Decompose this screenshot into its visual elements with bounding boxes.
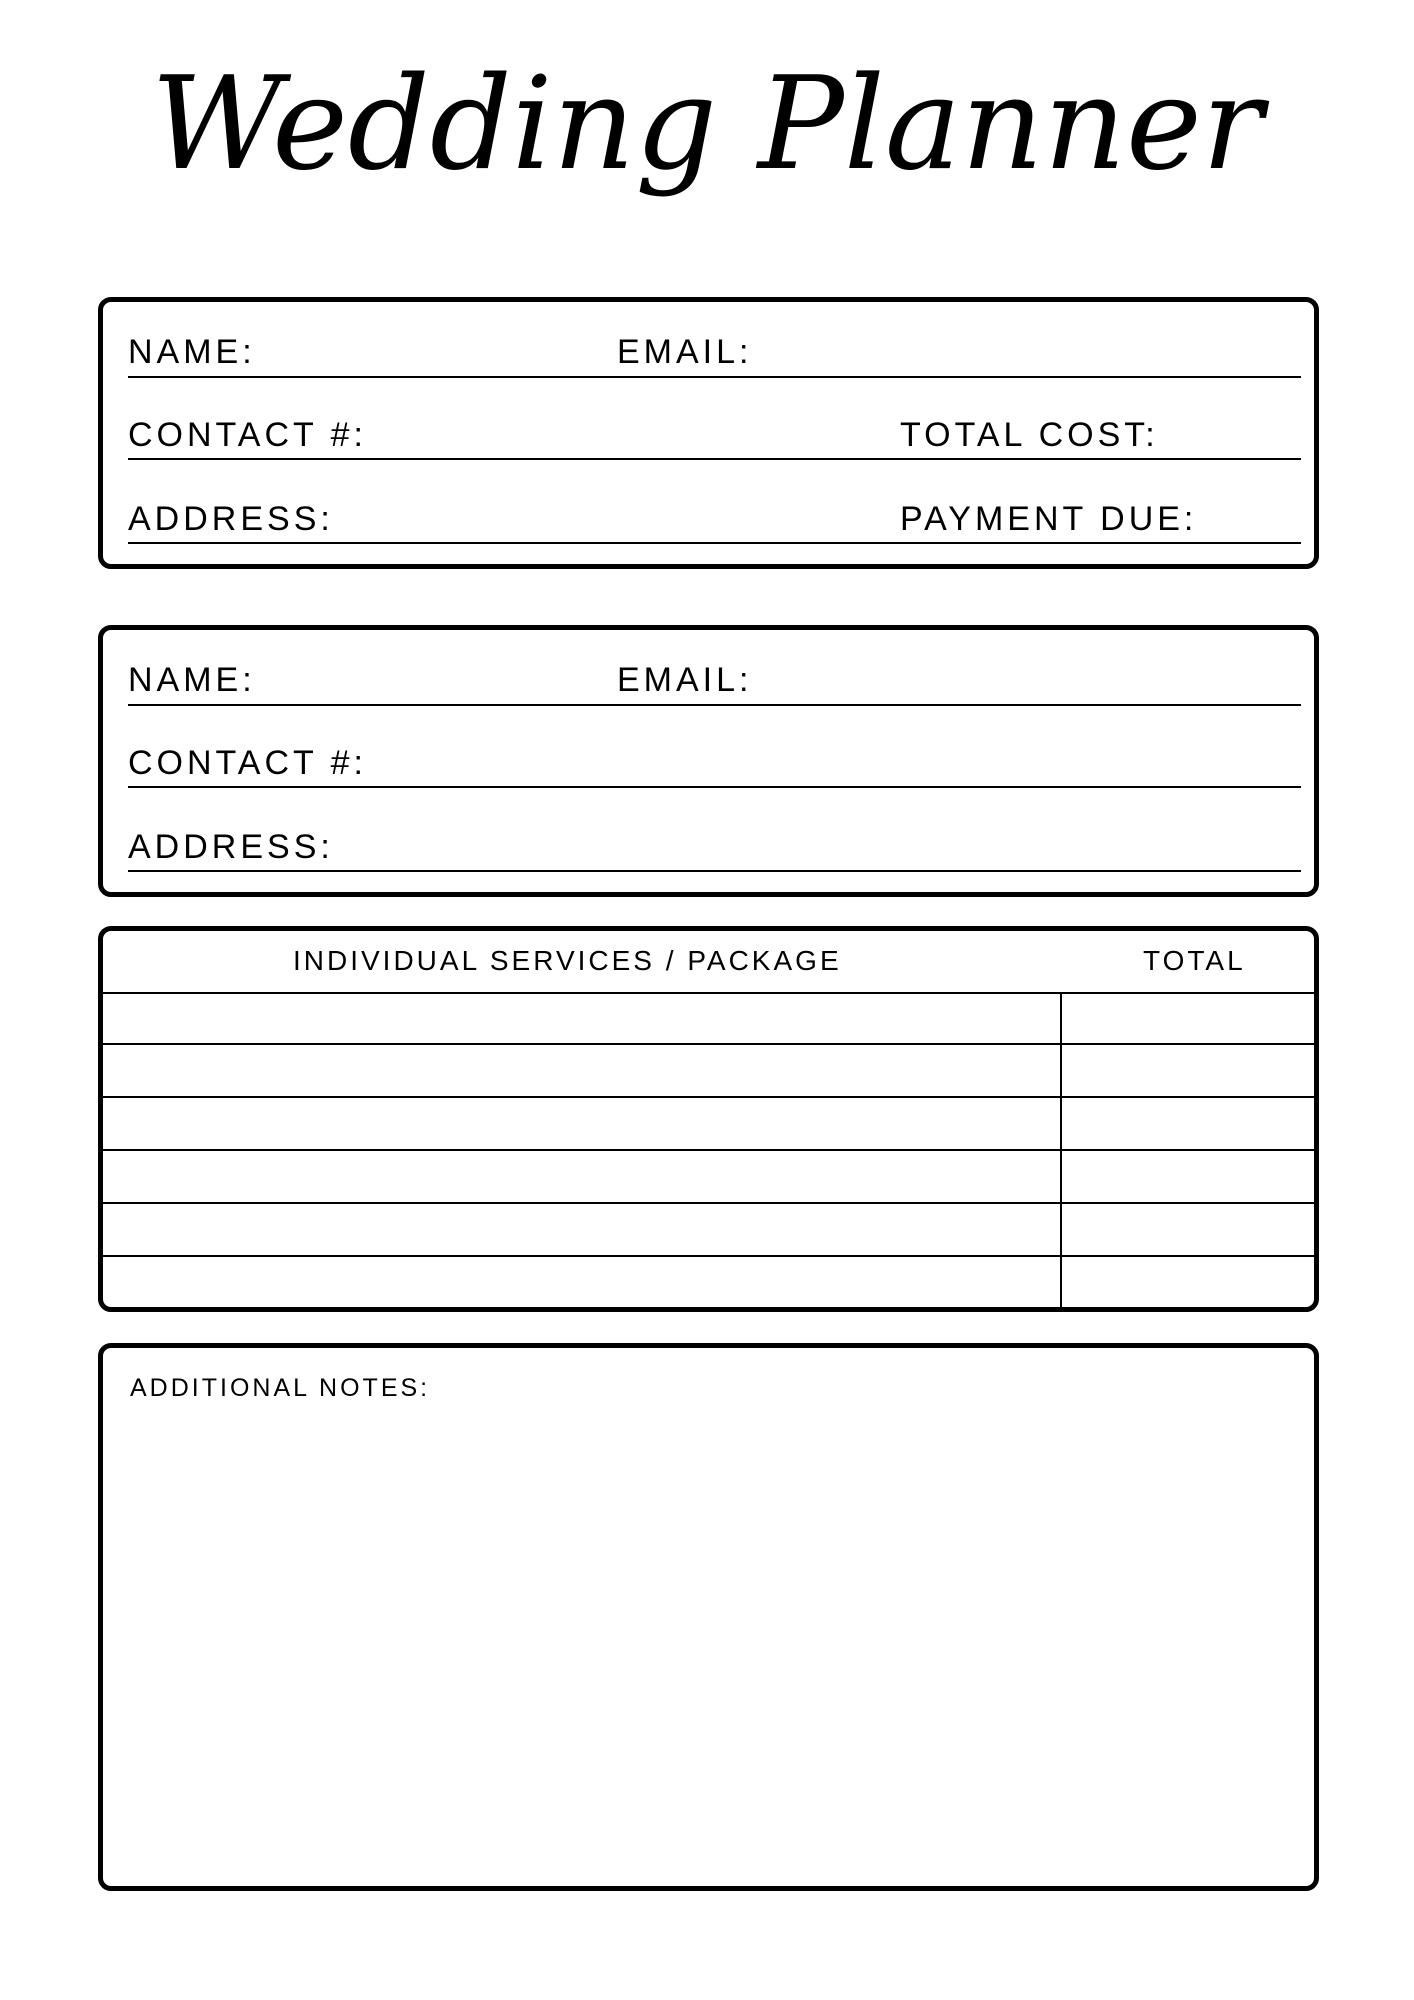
table-row-divider bbox=[103, 1202, 1314, 1204]
contact-details-box bbox=[98, 625, 1319, 897]
column-header-services: INDIVIDUAL SERVICES / PACKAGE bbox=[293, 945, 842, 976]
contact-field[interactable] bbox=[128, 786, 1301, 788]
name-label: NAME: bbox=[128, 333, 256, 371]
table-row-divider bbox=[103, 1149, 1314, 1151]
name-email-field[interactable] bbox=[128, 704, 1301, 706]
page-title bbox=[0, 40, 1414, 220]
table-row-divider bbox=[103, 1043, 1314, 1045]
email-label: EMAIL: bbox=[617, 333, 753, 371]
table-row-divider bbox=[103, 1096, 1314, 1098]
notes-box[interactable] bbox=[98, 1343, 1319, 1891]
notes-label: ADDITIONAL NOTES: bbox=[130, 1374, 431, 1402]
address-label: ADDRESS: bbox=[128, 828, 334, 866]
client-details-box bbox=[98, 297, 1319, 569]
email-label: EMAIL: bbox=[617, 661, 753, 699]
name-email-field[interactable] bbox=[128, 376, 1301, 378]
services-table bbox=[98, 926, 1319, 1312]
payment-due-label: PAYMENT DUE: bbox=[900, 500, 1198, 538]
contact-total-cost-field[interactable] bbox=[128, 458, 1301, 460]
name-label: NAME: bbox=[128, 661, 256, 699]
contact-label: CONTACT #: bbox=[128, 416, 367, 454]
address-payment-due-field[interactable] bbox=[128, 542, 1301, 544]
page-title-text: Wedding Planner bbox=[151, 50, 1263, 199]
address-label: ADDRESS: bbox=[128, 500, 334, 538]
table-row-divider bbox=[103, 1255, 1314, 1257]
table-header bbox=[103, 931, 1314, 994]
total-cost-label: TOTAL COST: bbox=[900, 416, 1159, 454]
address-field[interactable] bbox=[128, 870, 1301, 872]
column-header-total: TOTAL bbox=[1143, 945, 1246, 976]
contact-label: CONTACT #: bbox=[128, 744, 367, 782]
